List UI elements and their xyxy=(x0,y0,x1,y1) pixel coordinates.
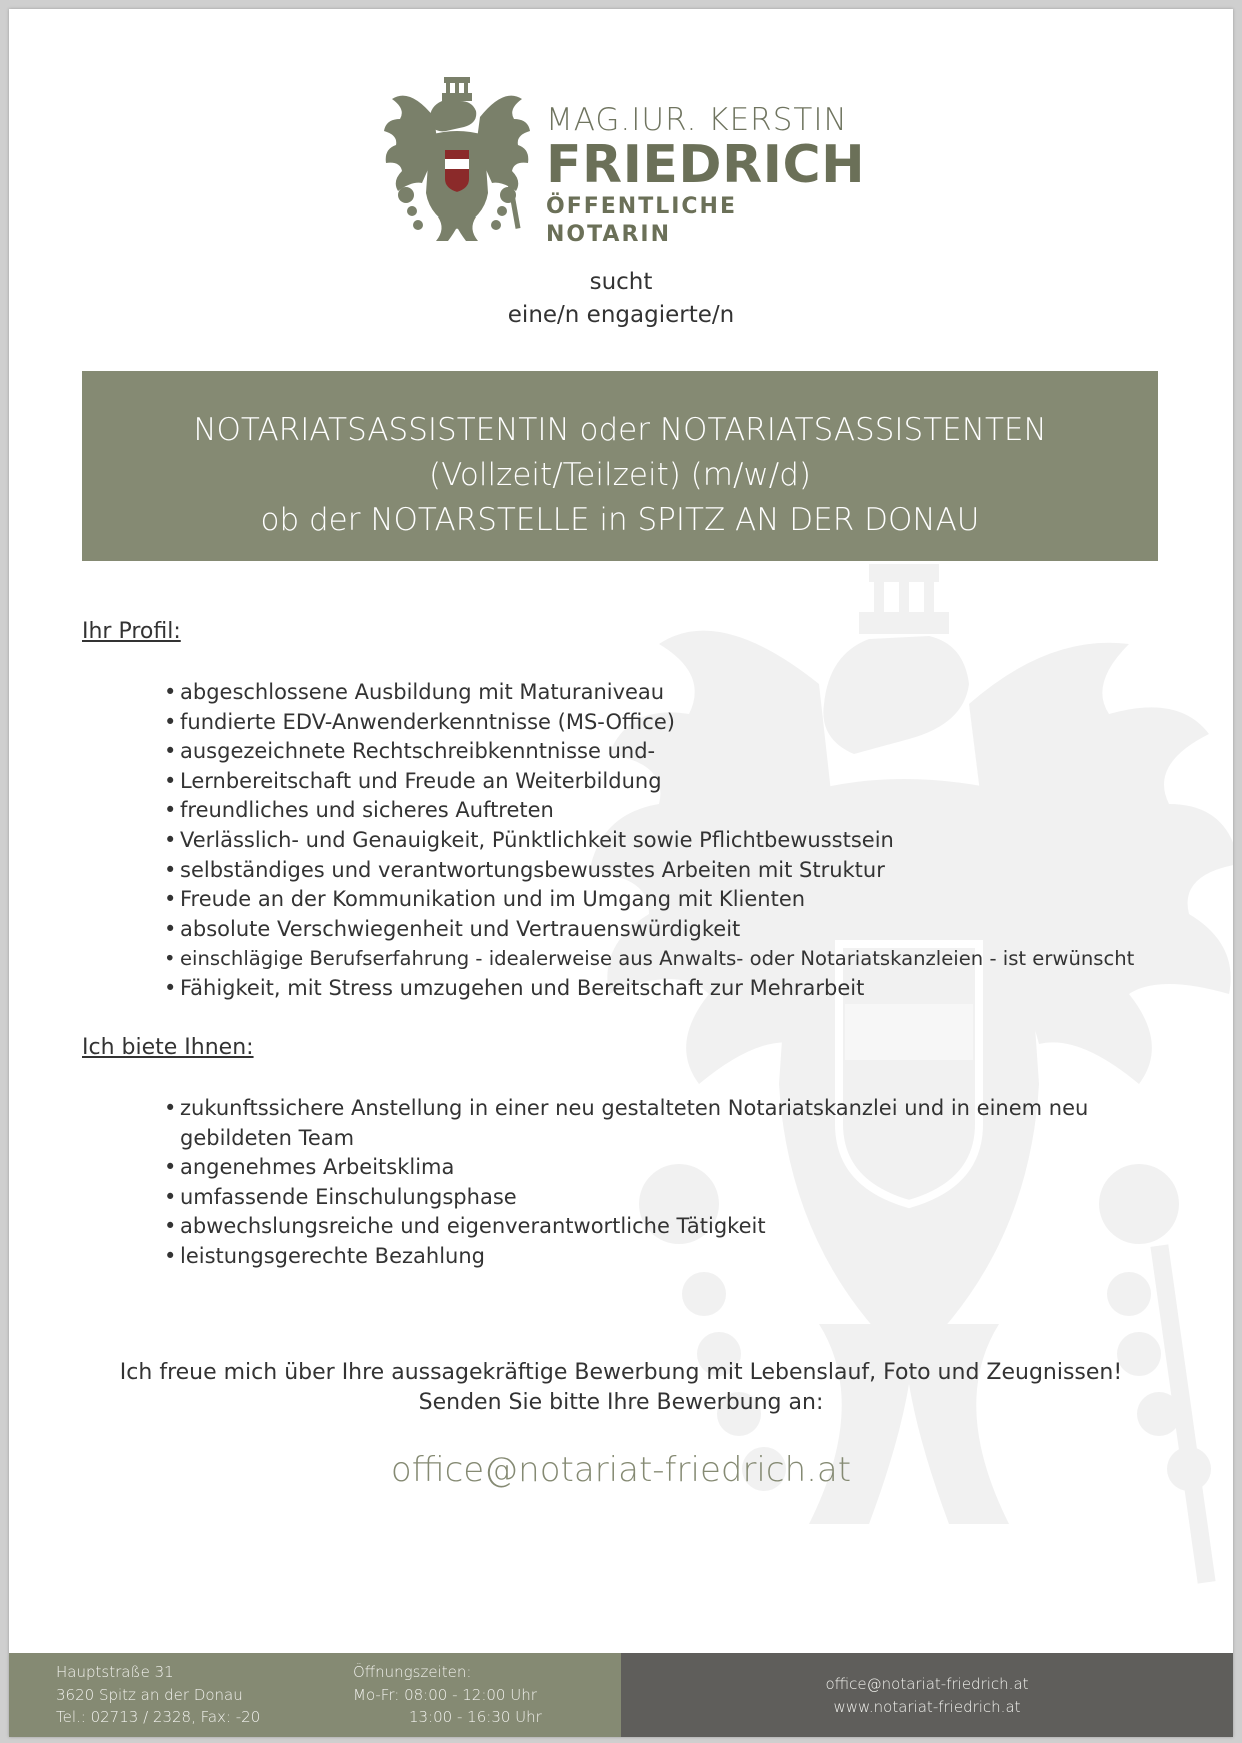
logo-text xyxy=(546,103,865,249)
offer-list xyxy=(164,1094,1088,1272)
list-item: • zukunftssichere Anstellung in einer neu gestalteten Notariatskanzlei und in einem neu xyxy=(164,1096,1089,1120)
job-ad-page xyxy=(9,9,1233,1737)
list-item: • umfassende Einschulungsphase xyxy=(164,1184,517,1209)
footer-left-panel xyxy=(9,1653,621,1737)
footer-address xyxy=(56,1661,260,1729)
list-item: • abwechslungsreiche und eigenverantwortliche Tätigkeit xyxy=(164,1214,766,1239)
list-item: • angenehmes Arbeitsklima xyxy=(164,1155,455,1180)
offer-section-title: Ich biete Ihnen: xyxy=(82,1035,254,1060)
footer-right-panel xyxy=(621,1653,1233,1737)
list-item-continuation: gebildeten Team xyxy=(180,1125,355,1150)
application-email-link[interactable]: office@notariat-friedrich.at xyxy=(390,1450,852,1490)
address-street: Hauptstraße 31 xyxy=(56,1663,174,1681)
list-item: • freundliches und sicheres Auftreten xyxy=(164,798,554,823)
logo-name: FRIEDRICH xyxy=(546,135,866,195)
list-item: • Lernbereitschaft und Freude an Weiterbildung xyxy=(164,768,662,793)
profile-list xyxy=(164,678,1134,1004)
list-item: • fundierte EDV-Anwenderkenntnisse (MS-Office) xyxy=(164,709,675,734)
list-item: • Freude an der Kommunikation und im Umgang mit Klienten xyxy=(164,887,806,912)
hours-title: Öffnungszeiten: xyxy=(353,1663,472,1681)
banner-line-1: NOTARIATSASSISTENTIN oder NOTARIATSASSISTENTEN xyxy=(193,412,1047,448)
banner-line-2: (Vollzeit/Teilzeit) (m/w/d) xyxy=(429,457,811,493)
banner-line-3: ob der NOTARSTELLE in SPITZ AN DER DONAU xyxy=(260,502,980,538)
address-phone: Tel.: 02713 / 2328, Fax: -20 xyxy=(56,1708,261,1726)
list-item: • absolute Verschwiegenheit und Vertrauenswürdigkeit xyxy=(164,916,741,941)
closing-line-1: Ich freue mich über Ihre aussagekräftige Bewerbung mit Lebenslauf, Foto und Zeugnissen! xyxy=(119,1360,1123,1385)
list-item: • abgeschlossene Ausbildung mit Maturaniveau xyxy=(164,680,665,704)
closing-line-2: Senden Sie bitte Ihre Bewerbung an: xyxy=(418,1390,824,1415)
list-item: • selbständiges und verantwortungsbewusstes Arbeiten mit Struktur xyxy=(164,857,885,882)
intro-line-1: sucht xyxy=(589,269,653,295)
footer-contact xyxy=(621,1673,1233,1718)
footer xyxy=(9,1653,1233,1737)
address-city: 3620 Spitz an der Donau xyxy=(56,1685,243,1704)
footer-email-link[interactable]: office@notariat-friedrich.at xyxy=(825,1675,1029,1693)
hours-line-1: Mo-Fr: 08:00 - 12:00 Uhr xyxy=(353,1685,537,1704)
list-item: • Fähigkeit, mit Stress umzugehen und Bereitschaft zur Mehrarbeit xyxy=(164,975,865,1000)
austrian-eagle-icon xyxy=(384,77,530,241)
footer-hours xyxy=(353,1661,542,1729)
list-item: • Verlässlich- und Genauigkeit, Pünktlichkeit sowie Pflichtbewusstsein xyxy=(164,827,894,852)
hours-line-2: 13:00 - 16:30 Uhr xyxy=(409,1708,542,1726)
logo-subtitle: ÖFFENTLICHE NOTARIN xyxy=(546,194,737,247)
job-title-banner xyxy=(82,371,1158,561)
profile-section-title: Ihr Profil: xyxy=(82,619,181,644)
intro-line-2: eine/n engagierte/n xyxy=(507,302,735,328)
notary-logo xyxy=(384,77,864,247)
list-item: • einschlägige Berufserfahrung - idealerweise aus Anwalts- oder Notariatskanzleien - ist erwünscht xyxy=(164,947,1135,971)
list-item: • leistungsgerechte Bezahlung xyxy=(164,1243,485,1268)
footer-website-link[interactable]: www.notariat-friedrich.at xyxy=(833,1697,1021,1716)
logo-title-line: MAG.IUR. KERSTIN xyxy=(546,102,848,138)
list-item: • ausgezeichnete Rechtschreibkenntnisse und- xyxy=(164,739,656,764)
